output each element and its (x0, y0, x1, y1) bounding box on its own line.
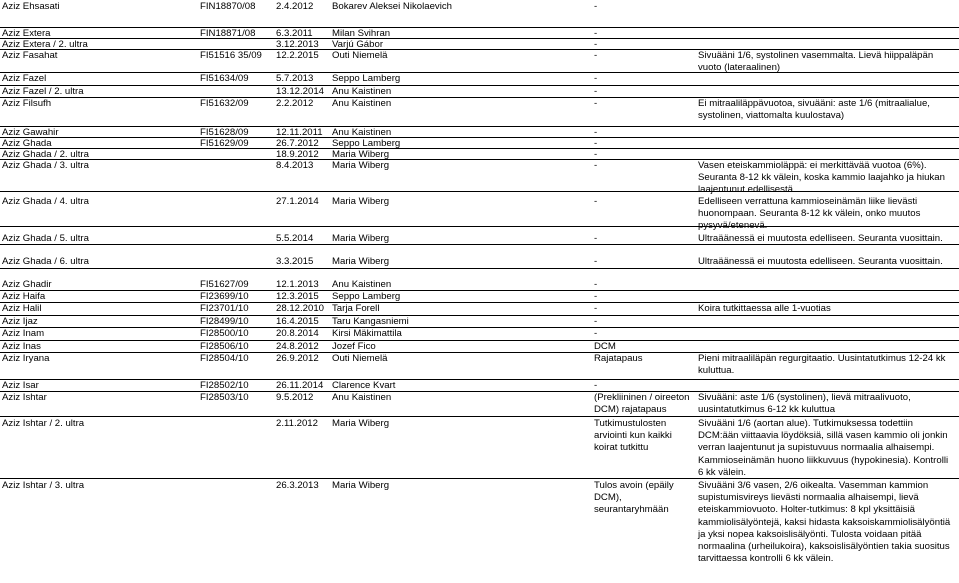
cell-result: DCM (594, 341, 616, 352)
cell-date: 27.1.2014 (276, 196, 319, 207)
cell-result: - (594, 39, 598, 50)
cell-result: - (594, 98, 598, 109)
cell-judge: Seppo Lamberg (332, 73, 401, 84)
cell-judge: Maria Wiberg (332, 196, 390, 207)
cell-name: Aziz Ghada / 2. ultra (2, 149, 89, 160)
cell-date: 18.9.2012 (276, 149, 319, 160)
cell-date: 16.4.2015 (276, 316, 319, 327)
cell-name: Aziz Ghada (2, 138, 52, 149)
cell-reg: FI23699/10 (200, 291, 249, 302)
cell-name: Aziz Fazel (2, 73, 47, 84)
cell-name: Aziz Ehsasati (2, 1, 60, 12)
cell-judge: Maria Wiberg (332, 233, 390, 244)
row-divider (0, 478, 959, 479)
cell-name: Aziz Extera / 2. ultra (2, 39, 88, 50)
cell-date: 12.3.2015 (276, 291, 319, 302)
row-divider (0, 191, 959, 192)
row-divider (0, 244, 959, 245)
cell-result: Tutkimustulosten arviointi kun kaikki koirat tutkittu (594, 418, 672, 454)
cell-date: 26.3.2013 (276, 480, 319, 491)
cell-result: - (594, 256, 598, 267)
cell-judge: Maria Wiberg (332, 149, 390, 160)
cell-name: Aziz Fasahat (2, 50, 58, 61)
cell-name: Aziz Iryana (2, 353, 50, 364)
cell-name: Aziz Ghada / 6. ultra (2, 256, 89, 267)
cell-reg: FIN18871/08 (200, 28, 256, 39)
cell-notes: Koira tutkittaessa alle 1-vuotias (698, 303, 831, 314)
cell-result: - (594, 233, 598, 244)
cell-result: - (594, 86, 598, 97)
cell-date: 12.2.2015 (276, 50, 319, 61)
cell-result: - (594, 316, 598, 327)
cell-name: Aziz Ishtar / 3. ultra (2, 480, 85, 491)
cell-judge: Jozef Fico (332, 341, 376, 352)
cell-result: - (594, 380, 598, 391)
cell-name: Aziz Ishtar (2, 392, 47, 403)
cell-notes: Sivuääni 1/6, systolinen vasemmalta. Lievä hiippaläpän vuoto (lateraalinen) (698, 50, 934, 74)
cell-result: - (594, 50, 598, 61)
cell-notes: Ei mitraaliläppävuotoa, sivuääni: aste 1/6 (mitraalialue, systolinen, viattomalta kuulostava) (698, 98, 930, 122)
cell-reg: FI28504/10 (200, 353, 249, 364)
cell-date: 24.8.2012 (276, 341, 319, 352)
cell-judge: Bokarev Aleksei Nikolaevich (332, 1, 452, 12)
cell-date: 2.11.2012 (276, 418, 318, 429)
cell-reg: FI51634/09 (200, 73, 249, 84)
row-divider (0, 416, 959, 417)
cell-result: - (594, 73, 598, 84)
cell-date: 28.12.2010 (276, 303, 325, 314)
cell-name: Aziz Ghada / 5. ultra (2, 233, 89, 244)
cell-date: 2.2.2012 (276, 98, 314, 109)
row-divider (0, 268, 959, 269)
cell-name: Aziz Ishtar / 2. ultra (2, 418, 85, 429)
cell-date: 9.5.2012 (276, 392, 314, 403)
cell-judge: Maria Wiberg (332, 160, 390, 171)
cell-date: 12.1.2013 (276, 279, 319, 290)
cell-judge: Outi Niemelä (332, 353, 388, 364)
cell-name: Aziz Extera (2, 28, 51, 39)
cell-date: 3.3.2015 (276, 256, 314, 267)
cell-date: 12.11.2011 (276, 127, 323, 138)
cell-judge: Seppo Lamberg (332, 291, 401, 302)
cell-judge: Maria Wiberg (332, 480, 390, 491)
cell-result: - (594, 160, 598, 171)
cell-name: Aziz Halil (2, 303, 42, 314)
cell-date: 8.4.2013 (276, 160, 314, 171)
cell-name: Aziz Inam (2, 328, 45, 339)
cell-reg: FIN18870/08 (200, 1, 256, 12)
cell-date: 20.8.2014 (276, 328, 319, 339)
cell-reg: FI51632/09 (200, 98, 249, 109)
cell-result: - (594, 279, 598, 290)
cell-notes: Pieni mitraaliläpän regurgitaatio. Uusintatutkimus 12-24 kk kuluttua. (698, 353, 946, 377)
cell-result: - (594, 138, 598, 149)
cell-date: 13.12.2014 (276, 86, 325, 97)
cell-result: - (594, 28, 598, 39)
cell-reg: FI28506/10 (200, 341, 249, 352)
cell-notes: Ultraäänessä ei muutosta edelliseen. Seuranta vuosittain. (698, 233, 943, 244)
cell-reg: FI51629/09 (200, 138, 249, 149)
cell-date: 26.7.2012 (276, 138, 319, 149)
cell-result: - (594, 303, 598, 314)
cell-date: 2.4.2012 (276, 1, 314, 12)
cell-judge: Varjú Gábor (332, 39, 384, 50)
cell-date: 26.11.2014 (276, 380, 324, 391)
cell-result: - (594, 149, 598, 160)
cell-judge: Clarence Kvart (332, 380, 396, 391)
cell-date: 26.9.2012 (276, 353, 319, 364)
cell-reg: FI23701/10 (200, 303, 249, 314)
cell-name: Aziz Gawahir (2, 127, 59, 138)
cell-result: - (594, 1, 598, 12)
cell-name: Aziz Ghada / 4. ultra (2, 196, 89, 207)
cell-date: 6.3.2011 (276, 28, 313, 39)
cell-judge: Anu Kaistinen (332, 98, 392, 109)
cell-name: Aziz Filsufh (2, 98, 52, 109)
cell-notes: Sivuääni 1/6 (aortan alue). Tutkimuksessa todettiin DCM:ään viittaavia löydöksiä, sillä vasen kammio oli jonkin verran laajentunut ja supistuvuus normaalia alhaisempi. Kammioseinämän huono liikkuvuus (hypokinesia). Kontrolli 6 kk välein. (698, 418, 949, 478)
cell-name: Aziz Fazel / 2. ultra (2, 86, 84, 97)
cell-result: - (594, 127, 598, 138)
row-divider (0, 226, 959, 227)
cell-name: Aziz Inas (2, 341, 41, 352)
cell-name: Aziz Ghadir (2, 279, 52, 290)
cell-judge: Milan Svihran (332, 28, 391, 39)
cell-name: Aziz Isar (2, 380, 39, 391)
cell-reg: FI28500/10 (200, 328, 249, 339)
cell-result: - (594, 196, 598, 207)
cell-date: 5.5.2014 (276, 233, 314, 244)
cell-name: Aziz Ijaz (2, 316, 38, 327)
cell-result: Tulos avoin (epäily DCM), seurantaryhmään (594, 480, 674, 516)
cell-judge: Anu Kaistinen (332, 86, 392, 97)
cell-result: - (594, 328, 598, 339)
cell-date: 3.12.2013 (276, 39, 319, 50)
cell-reg: FI51516 35/09 (200, 50, 262, 61)
cell-judge: Maria Wiberg (332, 418, 390, 429)
cell-judge: Anu Kaistinen (332, 279, 392, 290)
cell-judge: Anu Kaistinen (332, 127, 392, 138)
cell-reg: FI28499/10 (200, 316, 249, 327)
cell-judge: Kirsi Mäkimattila (332, 328, 402, 339)
cell-judge: Tarja Forell (332, 303, 380, 314)
cell-name: Aziz Ghada / 3. ultra (2, 160, 89, 171)
cell-notes: Ultraäänessä ei muutosta edelliseen. Seuranta vuosittain. (698, 256, 943, 267)
cell-notes: Vasen eteiskammioläppä: ei merkittävää vuotoa (6%). Seuranta 8-12 kk välein, koska kammio laajahko ja hiukan laajentunut edellisestä. (698, 160, 945, 196)
cell-reg: FI51628/09 (200, 127, 249, 138)
cell-reg: FI51627/09 (200, 279, 249, 290)
cell-notes: Sivuääni 3/6 vasen, 2/6 oikealta. Vasemman kammion supistumisvireys lievästi normaalia alhaisempi, lievä eteiskammiovuoto. Holter-tutkimus: 8 kpl yksittäisiä kammiolisälyöntejä, kaksi hidasta kaksoiskammiolisälyöntiä ja yksi nopea kaksoislisälyönti. Tulosta voidaan pitää normaalina (urheilukoira), kaksoislisälyöntien takia suositus tarvittaessa kontrolli 6 kk välein. (698, 480, 951, 565)
cell-judge: Outi Niemelä (332, 50, 388, 61)
cell-reg: FI28503/10 (200, 392, 249, 403)
cell-judge: Anu Kaistinen (332, 392, 392, 403)
cell-reg: FI28502/10 (200, 380, 249, 391)
cell-name: Aziz Haifa (2, 291, 46, 302)
cell-notes: Sivuääni: aste 1/6 (systolinen), lievä mitraalivuoto, uusintatutkimus 6-12 kk kuluttua (698, 392, 911, 416)
cell-judge: Seppo Lamberg (332, 138, 401, 149)
cell-judge: Taru Kangasniemi (332, 316, 409, 327)
cell-result: Rajatapaus (594, 353, 643, 364)
cell-result: - (594, 291, 598, 302)
cell-date: 5.7.2013 (276, 73, 314, 84)
cell-result: (Prekliininen / oireeton DCM) rajatapaus (594, 392, 690, 416)
cell-judge: Maria Wiberg (332, 256, 390, 267)
cell-notes: Edelliseen verrattuna kammioseinämän liike lievästi huonompaan. Seuranta 8-12 kk välein, onko muutos pysyvä/etenevä. (698, 196, 921, 232)
